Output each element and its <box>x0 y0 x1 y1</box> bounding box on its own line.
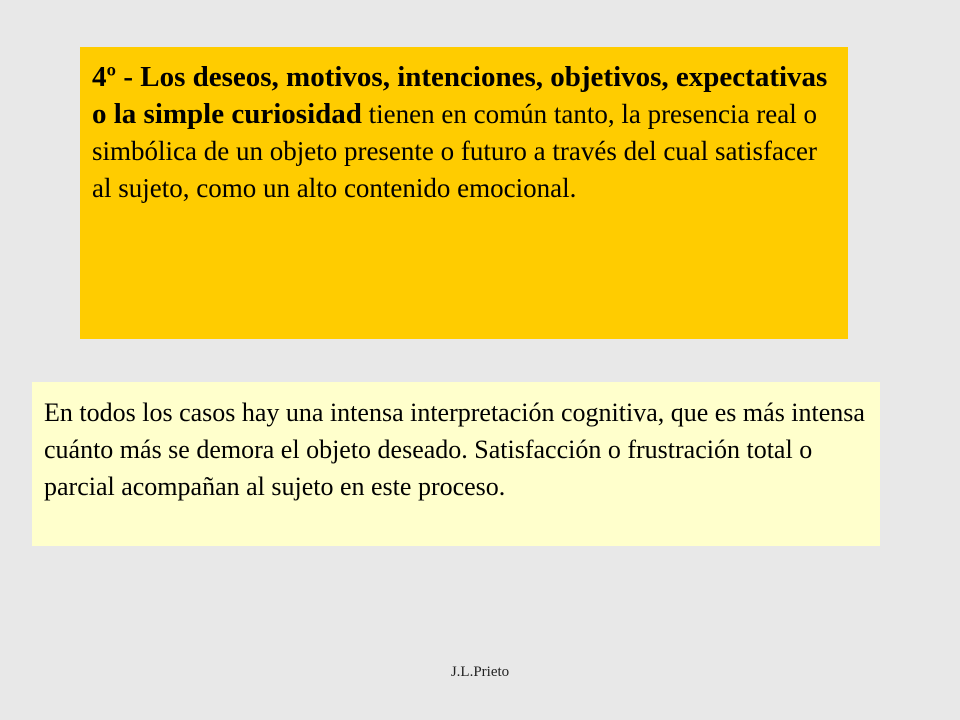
footer-author: J.L.Prieto <box>450 664 510 680</box>
top-box-lead: 4º - Los deseos, motivos, intenciones, objetivos, expectativas o la simple curiosidad <box>92 61 828 130</box>
bottom-box-text: En todos los casos hay una intensa interpretación cognitiva, que es más intensa cuánto más se demora el objeto deseado. Satisfacción o frustración total o parcial acompañan al sujeto en este proceso. <box>44 398 865 501</box>
top-box-text: tienen en común tanto, la presencia real o simbólica de un objeto presente o futuro a través del cual satisfacer al sujeto, como un alto contenido emocional. <box>92 99 817 203</box>
bottom-text-box <box>32 382 880 546</box>
top-text-box <box>80 47 848 339</box>
